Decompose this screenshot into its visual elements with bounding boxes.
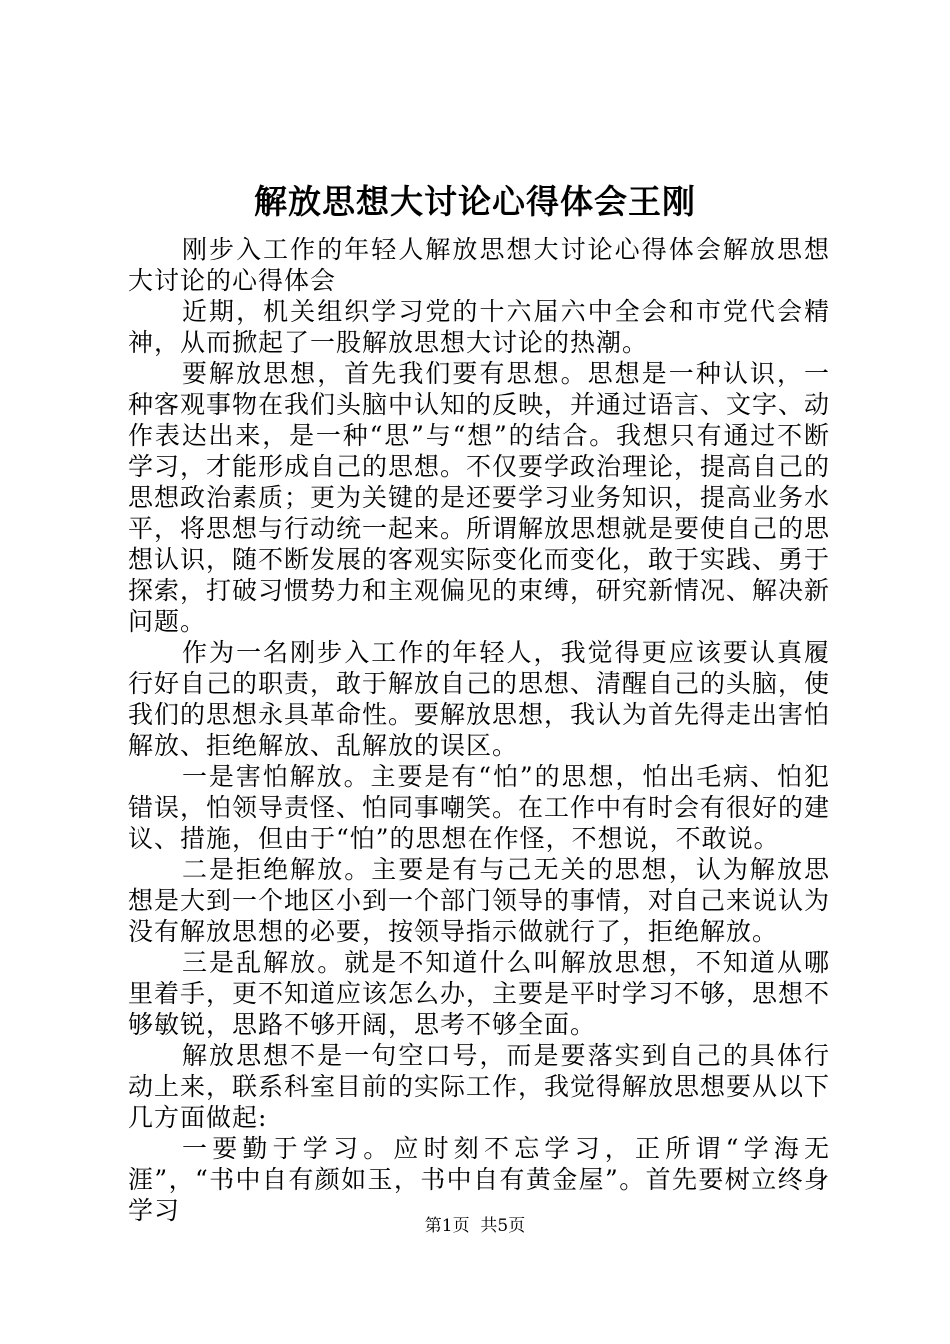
paragraph-refuse: 二是拒绝解放。主要是有与己无关的思想，认为解放思想是大到一个地区小到一个部门领导的事情，对自己来说认为没有解放思想的必要，按领导指示做就行了，拒绝解放。 bbox=[128, 855, 831, 946]
footer-separator bbox=[470, 1216, 481, 1236]
document-body bbox=[128, 234, 831, 1225]
paragraph-action: 解放思想不是一句空口号，而是要落实到自己的具体行动上来，联系科室目前的实际工作，我觉得解放思想要从以下几方面做起: bbox=[128, 1041, 831, 1132]
paragraph-young-worker: 作为一名刚步入工作的年轻人，我觉得更应该要认真履行好自己的职责，敢于解放自己的思想、清醒自己的头脑，使我们的思想永具革命性。要解放思想，我认为首先得走出害怕解放、拒绝解放、乱解放的误区。 bbox=[128, 638, 831, 760]
paragraph-recent: 近期，机关组织学习党的十六届六中全会和市党代会精神，从而掀起了一股解放思想大讨论的热潮。 bbox=[128, 297, 830, 357]
paragraph-study: 一要勤于学习。应时刻不忘学习，正所谓“学海无涯”，“书中自有颜如玉，书中自有黄金屋”。首先要树立终身学习 bbox=[128, 1134, 830, 1225]
page-footer bbox=[0, 1215, 950, 1237]
document-title: 解放思想大讨论心得体会王刚 bbox=[254, 182, 696, 221]
paragraph-intro: 刚步入工作的年轻人解放思想大讨论心得体会解放思想大讨论的心得体会 bbox=[128, 235, 830, 295]
paragraph-have-thoughts: 要解放思想，首先我们要有思想。思想是一种认识，一种客观事物在我们头脑中认知的反映，并通过语言、文字、动作表达出来，是一种“思”与“想”的结合。我想只有通过不断学习，才能形成自己的思想。不仅要学政治理论，提高自己的思想政治素质；更为关键的是还要学习业务知识，提高业务水平，将思想与行动统一起来。所谓解放思想就是要使自己的思想认识，随不断发展的客观实际变化而变化，敢于实践、勇于探索，打破习惯势力和主观偏见的束缚，研究新情况、解决新问题。 bbox=[128, 359, 831, 636]
page-total: 共5页 bbox=[480, 1216, 526, 1236]
paragraph-chaotic: 三是乱解放。就是不知道什么叫解放思想，不知道从哪里着手，更不知道应该怎么办，主要是平时学习不够，思想不够敏锐，思路不够开阔，思考不够全面。 bbox=[128, 948, 831, 1039]
page-number: 第1页 bbox=[424, 1216, 470, 1236]
paragraph-fear: 一是害怕解放。主要是有“怕”的思想，怕出毛病、怕犯错误，怕领导责怪、怕同事嘲笑。在工作中有时会有很好的建议、措施，但由于“怕”的思想在作怪，不想说，不敢说。 bbox=[128, 762, 831, 853]
